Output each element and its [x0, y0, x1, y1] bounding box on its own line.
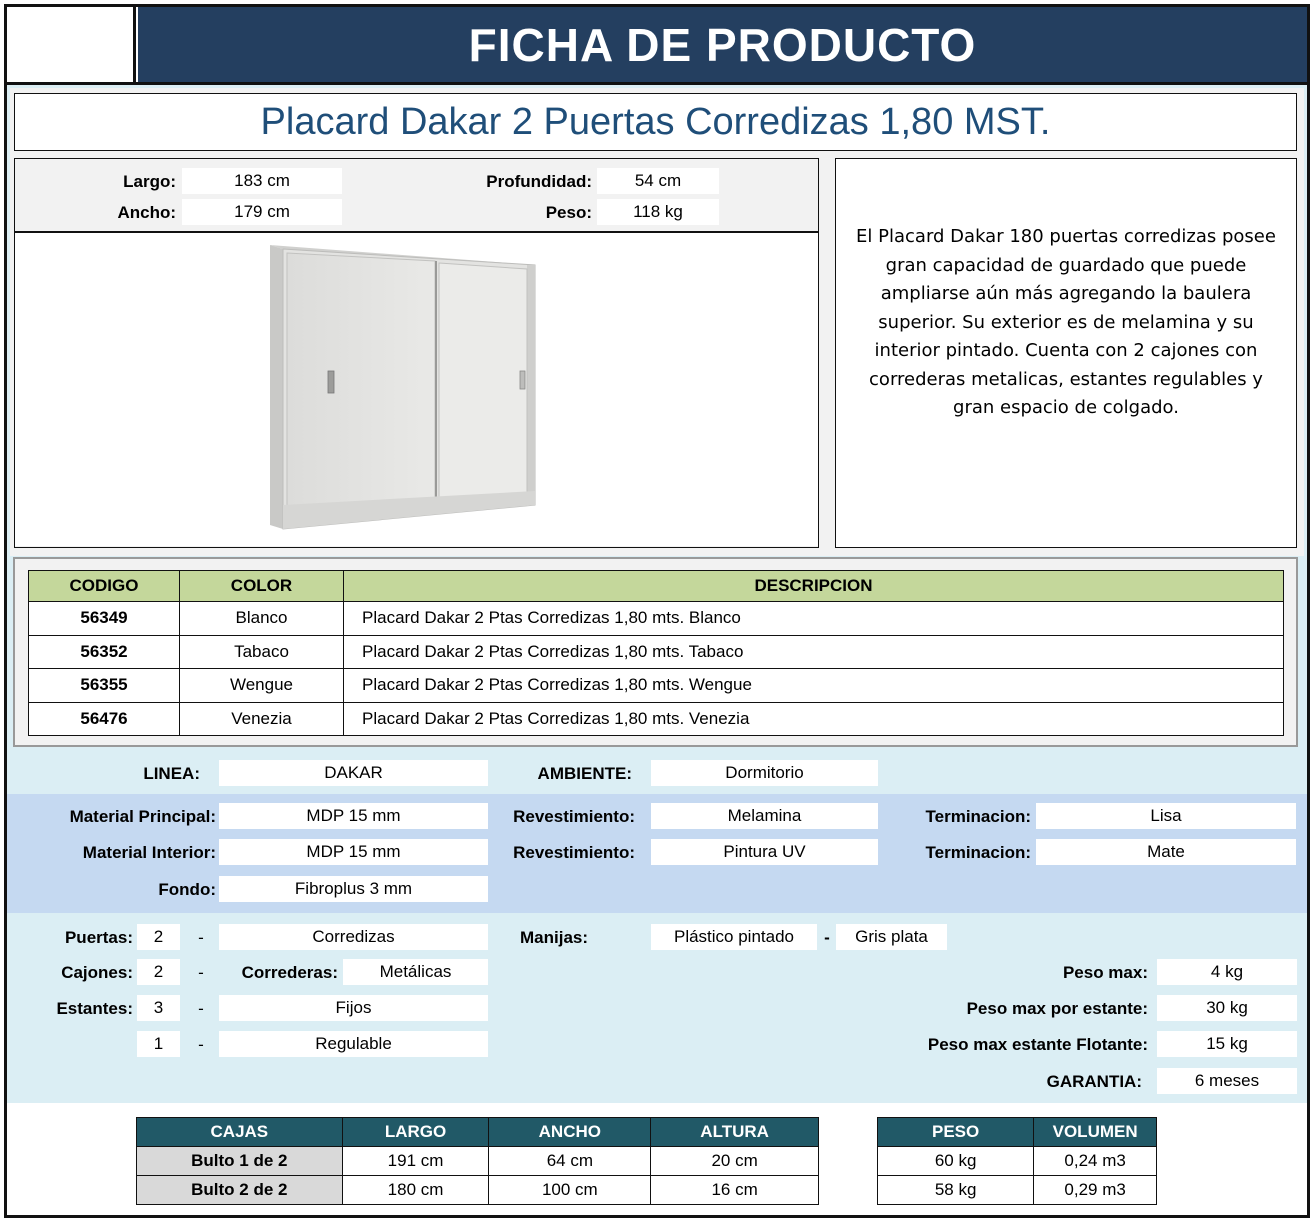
material-interior-value: MDP 15 mm — [219, 839, 488, 865]
ancho-value: 179 cm — [182, 199, 342, 225]
box-altura: 16 cm — [651, 1176, 819, 1205]
col-header-color: COLOR — [180, 571, 344, 602]
material-principal-value: MDP 15 mm — [219, 803, 488, 829]
estantes-label: Estantes: — [56, 999, 133, 1018]
puertas-label: Puertas: — [64, 928, 133, 947]
peso-label: Peso: — [545, 203, 592, 222]
description-cell: Placard Dakar 2 Ptas Corredizas 1,80 mts. Venezia — [344, 702, 1284, 736]
table-row — [29, 602, 1284, 636]
manijas-material: Plástico pintado — [651, 924, 817, 950]
revestimiento-value-2: Pintura UV — [651, 839, 878, 865]
puertas-qty: 2 — [137, 924, 180, 950]
ambiente-value: Dormitorio — [651, 760, 878, 786]
code-cell: 56352 — [29, 635, 180, 669]
col-header-codigo: CODIGO — [29, 571, 180, 602]
peso-value: 118 kg — [597, 199, 719, 225]
box-volumen: 0,29 m3 — [1034, 1176, 1157, 1205]
separator-dash: - — [198, 963, 204, 982]
garantia-label: GARANTIA: — [1046, 1072, 1142, 1091]
box-altura: 20 cm — [651, 1147, 819, 1176]
puertas-type: Corredizas — [219, 924, 488, 950]
largo-value: 183 cm — [182, 168, 342, 194]
codes-table — [28, 570, 1284, 736]
fondo-label: Fondo: — [158, 880, 216, 899]
ambiente-label: AMBIENTE: — [537, 764, 632, 783]
material-principal-label: Material Principal: — [69, 807, 216, 826]
shipping-header-row — [137, 1118, 819, 1147]
table-row — [29, 635, 1284, 669]
color-cell: Tabaco — [180, 635, 344, 669]
estantes-qty-2: 1 — [137, 1031, 180, 1057]
col-header-ancho: ANCHO — [489, 1118, 651, 1147]
manijas-color: Gris plata — [836, 924, 947, 950]
code-cell: 56349 — [29, 602, 180, 636]
box-label: Bulto 1 de 2 — [137, 1147, 343, 1176]
revestimiento-label-2: Revestimiento: — [513, 843, 635, 862]
box-peso: 60 kg — [878, 1147, 1034, 1176]
peso-max-label: Peso max: — [1062, 963, 1148, 982]
description-cell: Placard Dakar 2 Ptas Corredizas 1,80 mts. Wengue — [344, 669, 1284, 703]
manijas-label: Manijas: — [520, 928, 589, 947]
revestimiento-label: Revestimiento: — [513, 807, 635, 826]
shipping-boxes-table — [136, 1117, 819, 1205]
page-title: FICHA DE PRODUCTO — [468, 18, 977, 71]
col-header-volumen: VOLUMEN — [1034, 1118, 1157, 1147]
description-cell: Placard Dakar 2 Ptas Corredizas 1,80 mts. Blanco — [344, 602, 1284, 636]
box-largo: 191 cm — [342, 1147, 489, 1176]
cajones-qty: 2 — [137, 959, 180, 985]
separator-dash: - — [824, 928, 830, 947]
table-row — [878, 1147, 1157, 1176]
header-bar — [138, 7, 1307, 82]
col-header-largo: LARGO — [342, 1118, 489, 1147]
description-box — [835, 158, 1297, 548]
estantes-type-2: Regulable — [219, 1031, 488, 1057]
box-label: Bulto 2 de 2 — [137, 1176, 343, 1205]
profundidad-value: 54 cm — [597, 168, 719, 194]
peso-flotante-value: 15 kg — [1157, 1031, 1297, 1057]
box-peso: 58 kg — [878, 1176, 1034, 1205]
linea-value: DAKAR — [219, 760, 488, 786]
logo-placeholder — [7, 7, 136, 82]
separator-dash: - — [198, 1035, 204, 1054]
description-cell: Placard Dakar 2 Ptas Corredizas 1,80 mts. Tabaco — [344, 635, 1284, 669]
col-header-altura: ALTURA — [651, 1118, 819, 1147]
col-header-descripcion: DESCRIPCION — [344, 571, 1284, 602]
linea-label: LINEA: — [143, 764, 200, 783]
table-row — [137, 1176, 819, 1205]
peso-estante-label: Peso max por estante: — [966, 999, 1148, 1018]
product-name: Placard Dakar 2 Puertas Corredizas 1,80 MST. — [260, 100, 1051, 143]
box-ancho: 100 cm — [489, 1176, 651, 1205]
product-name-box — [14, 93, 1297, 151]
material-interior-label: Material Interior: — [82, 843, 216, 862]
fondo-value: Fibroplus 3 mm — [219, 876, 488, 902]
code-cell: 56355 — [29, 669, 180, 703]
color-cell: Venezia — [180, 702, 344, 736]
weight-header-row — [878, 1118, 1157, 1147]
peso-flotante-label: Peso max estante Flotante: — [927, 1035, 1148, 1054]
largo-label: Largo: — [123, 172, 176, 191]
terminacion-label: Terminacion: — [925, 807, 1031, 826]
correderas-label: Correderas: — [241, 963, 338, 982]
peso-estante-value: 30 kg — [1157, 995, 1297, 1021]
terminacion-label-2: Terminacion: — [925, 843, 1031, 862]
wardrobe-image — [15, 233, 818, 546]
peso-max-value: 4 kg — [1157, 959, 1297, 985]
estantes-qty: 3 — [137, 995, 180, 1021]
table-row — [29, 669, 1284, 703]
product-description: El Placard Dakar 180 puertas corredizas posee gran capacidad de guardado que puede ampliarse aún más agregando la baulera superior. Su exterior es de melamina y su interior pintado. Cuenta con 2 cajones con correderas metalicas, estantes regulables y gran espacio de colgado. — [856, 226, 1276, 419]
table-row — [137, 1147, 819, 1176]
table-row — [29, 702, 1284, 736]
terminacion-value-2: Mate — [1036, 839, 1296, 865]
col-header-peso: PESO — [878, 1118, 1034, 1147]
product-image-area — [15, 233, 818, 546]
box-ancho: 64 cm — [489, 1147, 651, 1176]
cajones-label: Cajones: — [61, 963, 133, 982]
separator-dash: - — [198, 928, 204, 947]
correderas-value: Metálicas — [343, 959, 488, 985]
terminacion-value-1: Lisa — [1036, 803, 1296, 829]
color-cell: Wengue — [180, 669, 344, 703]
profundidad-label: Profundidad: — [486, 172, 592, 191]
revestimiento-value-1: Melamina — [651, 803, 878, 829]
separator-dash: - — [198, 999, 204, 1018]
shipping-weight-table — [877, 1117, 1157, 1205]
col-header-cajas: CAJAS — [137, 1118, 343, 1147]
box-largo: 180 cm — [342, 1176, 489, 1205]
code-cell: 56476 — [29, 702, 180, 736]
box-volumen: 0,24 m3 — [1034, 1147, 1157, 1176]
color-cell: Blanco — [180, 602, 344, 636]
codes-header-row — [29, 571, 1284, 602]
ancho-label: Ancho: — [117, 203, 176, 222]
table-row — [878, 1176, 1157, 1205]
garantia-value: 6 meses — [1157, 1068, 1297, 1094]
estantes-type: Fijos — [219, 995, 488, 1021]
